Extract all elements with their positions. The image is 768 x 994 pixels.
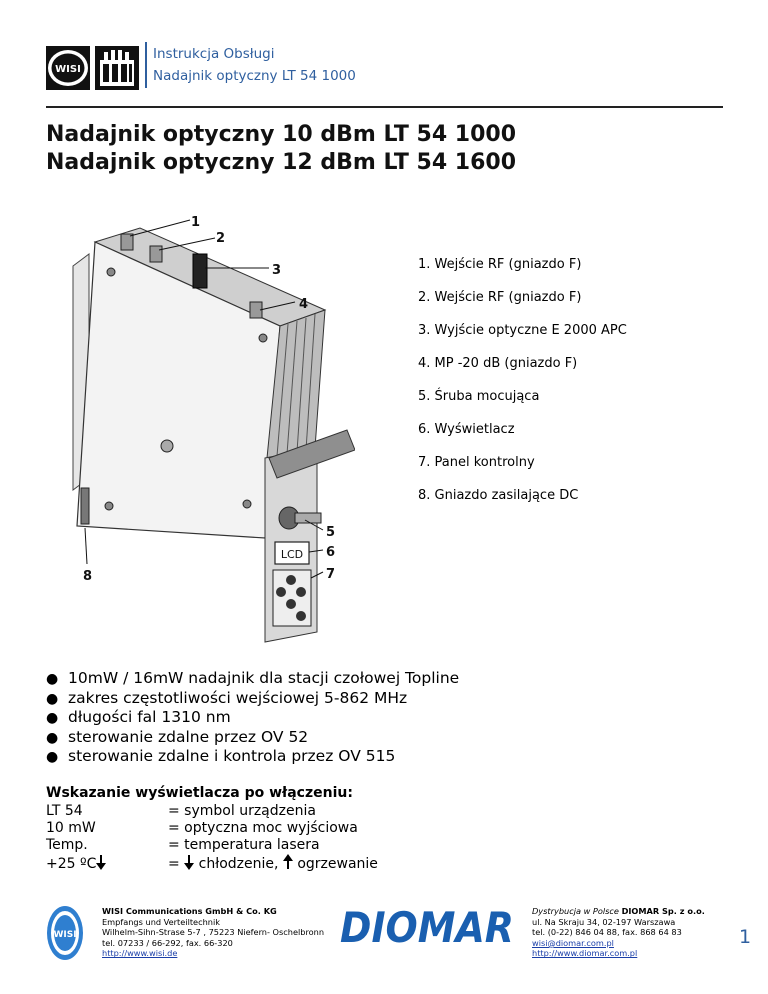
diomar-logo-icon — [340, 900, 516, 952]
callout-4: 4 — [299, 297, 309, 312]
feature-item: ● sterowanie zdalne przez OV 52 — [46, 727, 309, 746]
distributor-line: tel. (0-22) 846 04 88, fax. 868 64 83 — [532, 927, 682, 938]
arrow-down-icon — [184, 854, 194, 870]
device-illustration — [55, 208, 355, 648]
callout-5: 5 — [326, 525, 336, 540]
feature-item: ● długości fal 1310 nm — [46, 708, 231, 726]
arrow-up-icon — [283, 854, 293, 870]
header-rule — [46, 106, 723, 108]
building-logo-icon — [95, 46, 139, 90]
display-section-title: Wskazanie wyświetlacza po włączeniu: — [46, 785, 353, 801]
wisi-logo-text: WISI — [55, 64, 81, 75]
diomar-email-link[interactable]: wisi@diomar.com.pl — [532, 937, 614, 948]
feature-item: ● 10mW / 16mW nadajnik dla stacji czołowej Topline — [46, 669, 460, 687]
distributor-line: ul. Na Skraju 34, 02-197 Warszawa — [532, 916, 676, 927]
bullet-icon: ● — [46, 749, 59, 765]
company-line: Empfangs und Verteiltechnik — [102, 916, 220, 927]
callout-6: 6 — [326, 545, 336, 560]
legend-item: 3. Wyjście optyczne E 2000 APC — [418, 323, 627, 338]
component-legend — [418, 256, 627, 520]
diomar-logo-text: DIOMAR — [340, 903, 514, 952]
distributor-address: Dystrybucja w Polsce DIOMAR Sp. z o.o. ul. Na Skraju 34, 02-197 Warszawa tel. (0-22) 846 04 88, fax. 868 64 83 wisi@diomar.com.pl http://www.diomar.com.pl — [532, 906, 705, 959]
callout-7: 7 — [326, 567, 336, 582]
wisi-website-link[interactable]: http://www.wisi.de — [102, 948, 178, 959]
title-line-2: Nadajnik optyczny 12 dBm LT 54 1600 — [46, 150, 517, 175]
feature-list — [46, 669, 459, 767]
bullet-icon: ● — [46, 710, 59, 726]
legend-item: 6. Wyświetlacz — [418, 422, 515, 437]
company-line: tel. 07233 / 66-292, fax. 66-320 — [102, 937, 233, 948]
header-divider — [145, 42, 147, 88]
legend-item: 8. Gniazdo zasilające DC — [418, 488, 579, 503]
legend-item: 5. Śruba mocująca — [418, 389, 540, 404]
legend-item: 2. Wejście RF (gniazdo F) — [418, 290, 582, 305]
diomar-website-link[interactable]: http://www.diomar.com.pl — [532, 948, 638, 959]
arrow-down-icon — [96, 854, 106, 870]
header-doc-subject: Nadajnik optyczny LT 54 1000 — [153, 68, 356, 84]
callout-8: 8 — [83, 569, 93, 584]
bullet-icon: ● — [46, 671, 59, 687]
display-row-temperature: +25 ºC = chłodzenie, ogrzewanie — [46, 856, 378, 872]
bullet-icon: ● — [46, 729, 59, 746]
bullet-icon: ● — [46, 690, 59, 707]
legend-item: 4. MP -20 dB (gniazdo F) — [418, 356, 578, 371]
company-line: Wilhelm-Sihn-Strase 5-7 , 75223 Niefern- Oschelbronn — [102, 927, 325, 938]
legend-item: 1. Wejście RF (gniazdo F) — [418, 257, 582, 272]
header-doc-type: Instrukcja Obsługi — [153, 46, 275, 62]
company-name: WISI Communications GmbH & Co. KG — [102, 906, 277, 916]
callout-2: 2 — [216, 231, 226, 246]
page-number: 1 — [739, 926, 752, 948]
legend-item: 7. Panel kontrolny — [418, 455, 535, 470]
callout-1: 1 — [191, 215, 201, 230]
title-line-1: Nadajnik optyczny 10 dBm LT 54 1000 — [46, 122, 517, 147]
feature-item: ● zakres częstotliwości wejściowej 5-862 MHz — [46, 688, 408, 707]
feature-item: ● sterowanie zdalne i kontrola przez OV 515 — [46, 747, 396, 765]
company-address — [102, 906, 324, 959]
svg-text:WISI: WISI — [53, 930, 77, 940]
wisi-logo-icon — [46, 46, 90, 90]
lcd-label: LCD — [280, 548, 304, 561]
callout-3: 3 — [272, 263, 282, 278]
wisi-footer-logo-icon — [46, 904, 84, 962]
